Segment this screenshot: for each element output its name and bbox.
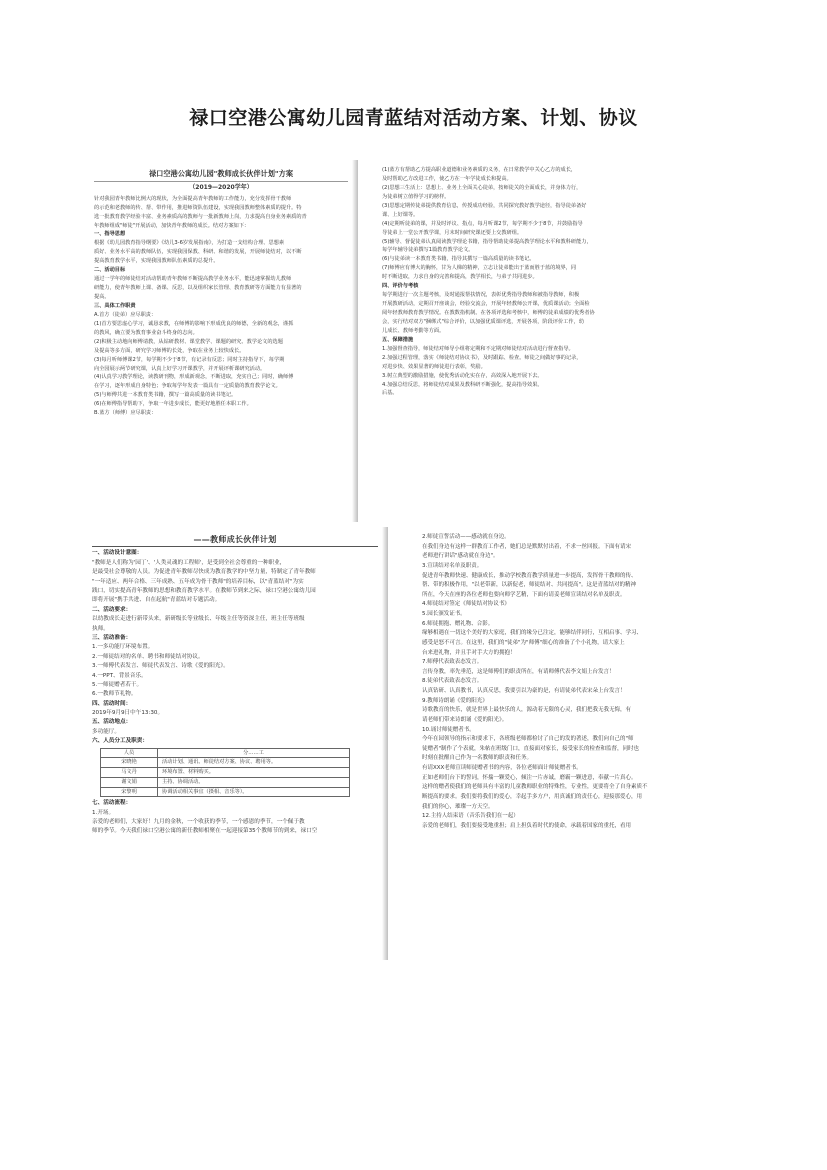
- text-line: 四、活动时间：: [92, 700, 132, 707]
- text-line: (5)辅导、督促徒弟认真阅读教学理论书籍，指导帮助徒弟提高教学理论水平和教科研能力，: [382, 238, 592, 245]
- text-line: 在学习，逐年形成自身特色；争取每学年发表一篇具有一定质量的教育教学论文。: [94, 383, 281, 390]
- text-line: 时不断进取，力求自身的完善和提高，教学相长，与弟子共同进步。: [382, 274, 538, 281]
- text-line: 儿成长、教师考勤等方面。: [382, 327, 445, 334]
- text-line: 所在，今天在座的各位老师也要向师学艺精，下面有请姜老师宣读结对名单及职责。: [422, 591, 626, 598]
- text-line: 在我们身边有这样一群教育工作者，她们总是默默付出着，不求一丝回报。下面有请宋: [422, 543, 632, 550]
- table-row: [101, 768, 350, 778]
- text-line: 请老师们带来诗朗诵《爱的阳光》。: [422, 716, 508, 723]
- text-line: 五、活动地点：: [92, 719, 132, 726]
- text-line: 3.宣读结对名单及职责。: [422, 562, 483, 569]
- text-line: (6)与徒弟读一本教育类书籍，指导其撰写一篇高质量的读书笔记。: [382, 256, 535, 263]
- text-line: 通过一学年的师徒结对活动帮助青年教师不断提高教学业务水平，能迅速掌握幼儿教师: [94, 276, 292, 283]
- text-line: 徒赠者"制作了个表就，朱帖在班级门口，直接面对家长，接受家长的检查和监督，同时也: [422, 745, 640, 752]
- text-line: 阅年轻教师教育教学情况。在教数指机制。在各项评选和考核中，师傅的徒弟成绩的优秀者协: [382, 310, 595, 316]
- text-line: (4)认真学习教学理论，读教研刊物，形成新观念，不断进取，充实自己；同时，确师傅: [94, 374, 294, 381]
- text-line: 缘够相遇在一切这个美好的大家庭，我们的缘分已注定，能够结伴同行，互相启事、学习、: [422, 630, 643, 637]
- text-line: 这样的赠者使我们的老师具有丰富的儿童教师职业的特殊性，专业性，更要将全了自身素质不: [422, 784, 648, 791]
- text-line: 每学期进行一次主题考核，及时通报帮扶情况，表彰优秀指导教师和被指导教师，积极: [382, 292, 580, 299]
- text-line: 时刻在批醒自己作为一名教师的职责和任务。: [422, 755, 533, 762]
- document-body-continued: [92, 799, 378, 837]
- text-line: 课、上好课等。: [382, 211, 419, 218]
- text-line: 4.一PPT、背景音乐。: [92, 672, 147, 679]
- text-line: 提高教育教学水平，实现我园教师队伍素质的总提升。: [94, 258, 219, 265]
- text-line: 及时帮助乙方改进工作，使乙方在一年学徒成长和提高。: [382, 175, 512, 182]
- text-line: 亲爱的老师们，我们要接受地重担；肩上担负着时代的使命，承载着国家的重托，看用: [422, 822, 632, 829]
- text-line: 三、具体工作职责: [94, 302, 136, 309]
- text-line: 亲爱的老师们，大家好！九月的金秋，一个收获的季节，一个感恩的季节，一个佩于教: [92, 819, 305, 826]
- text-line: 是最受社会尊敬的人员。为促进青年教师尽快成为教育教学的中坚力量，特制定了青年教师: [92, 569, 316, 576]
- table-header-row: [101, 748, 350, 758]
- text-line: 有请XXX老师宣读师徒赠者书的内容，各位老师面计师徒赠者书。: [422, 765, 582, 771]
- text-line: "一年适应、两年合格、三年成熟、五年成为骨干教师"的培养目标，以"青蓝结对"为实: [92, 578, 304, 585]
- text-line: 8.徒弟代表致表态发言。: [422, 678, 483, 685]
- document-year: （2019—2020学年）: [189, 184, 253, 192]
- text-line: 为徒弟树立值得学习的榜样。: [382, 193, 450, 200]
- text-line: 一、指导思想: [94, 231, 126, 238]
- text-line: (6)在师傅指导帮助下，争取一年进步成长，能更好地胜任本职工作。: [94, 401, 252, 408]
- text-line: 我们的你心，璀璨一方天空。: [422, 803, 494, 810]
- text-line: 台来进礼物，并且手对手大方的拥抱！: [422, 649, 516, 656]
- text-line: 诗歌教育的快乐，就是世界上最快乐的人，源动着无限的心灵，我们把我无我无悔，有: [422, 707, 632, 714]
- text-line: 10.诵讨师徒赠者书。: [422, 726, 475, 733]
- table-cell: 活动计划、通讯、师徒结对方案、协议、聘用等。: [158, 758, 350, 768]
- text-line: 五、保障措施: [382, 336, 414, 343]
- document-page-3: [78, 527, 388, 960]
- text-line: 后基。: [382, 390, 398, 397]
- text-line: 会，实行结对双方"捆绑式"综合评价，以加强优质课评选，开展各项，阶段评价工作，幼: [382, 318, 584, 325]
- text-line: 四、评价与考核: [382, 283, 419, 290]
- text-line: 断提高的要求。我们要将我们的爱心，幸起手多方户，用真诚们的责任心，迎接那爱心，用: [422, 793, 643, 800]
- text-line: (3)思想定期传徒弟提供教育信息，传授成功经验，共同探究教好教学途径，指导徒弟备好: [382, 202, 587, 209]
- text-line: 言传身教，率先垂范，这是师傅们的职责所在，有请师傅代表李文娟上台发言！: [422, 668, 615, 675]
- text-line: 即将开展"携手共进、自在起航"青蓝结对专题活动。: [92, 597, 221, 604]
- table-cell: 环境布置、材料购买。: [158, 768, 350, 778]
- table-cell: 主持、协调活动。: [158, 777, 350, 787]
- table-row: [101, 787, 350, 797]
- text-line: A.首方（徒弟）应尽职责：: [94, 311, 157, 318]
- table-header: 分……工: [158, 748, 350, 758]
- text-line: 老师进行讲话"感动就在身边"。: [422, 553, 499, 560]
- document-page-4: [408, 527, 676, 960]
- page-title: 禄口空港公寓幼儿园青蓝结对活动方案、计划、协议: [189, 107, 638, 129]
- text-line: 认真钻研、认真教书，认真反思，我要引以为豪的是，有请徒弟代表宋朵上台发言！: [422, 688, 626, 694]
- text-line: 12.主持人结束语（音乐告我们在一起）: [422, 813, 519, 820]
- text-line: 根据《幼儿园教育指导纲要》《幼儿3-6岁发展指南》，为打造一支结构合理、思想素: [94, 240, 285, 247]
- document-body: [92, 549, 378, 746]
- text-line: 2.师徒宣誓活动——感动就在身边。: [422, 534, 510, 540]
- text-line: 七、活动流程：: [92, 800, 132, 807]
- table-cell: 马文丹: [101, 768, 158, 778]
- text-line: 导徒弟上一堂公开教学课，月末时间研究课还要上交教研组。: [382, 229, 523, 236]
- text-line: (7)师傅应有博大的胸怀，甘为人梯的精神，立志让徒弟能出于蓝而胜于蓝的境界，同: [382, 265, 577, 272]
- text-line: 2.一师徒结对的名单、聘书和师徒结对协议。: [92, 653, 204, 660]
- text-line: 今年在园领导的指示和要求下，各班级老师都检讨了自己的发的著述，教们向自己的"师: [422, 736, 634, 743]
- table-cell: 谢文娟: [101, 777, 158, 787]
- table-row: [101, 777, 350, 787]
- text-line: 4.加强总结反思，将师徒结对成果及教科研不断强化，提高指导效果。: [382, 381, 543, 388]
- text-line: 7.师傅代表致表态发言。: [422, 659, 483, 666]
- text-line: 促进青年教师快速、健康成长，推动学校教育教学质量进一步提高，发挥骨干教师的传、: [422, 572, 637, 579]
- document-title: 禄口空港公寓幼儿园"教师成长伙伴计划"方案: [94, 168, 348, 182]
- text-line: 正如老师们台下的誓词，怀揣一颗爱心，倾注一片赤诚，磨霸一颗进意，奉献一片真心。: [422, 774, 637, 781]
- text-line: 年教师组成"师徒"开展活动，加快青年教师的成长。结对方案如下：: [94, 222, 250, 229]
- text-line: 针对我园青年教师比例大的现状，为全面提高青年教师的工作能力，充分发挥骨干教师: [94, 195, 292, 202]
- table-row: [101, 758, 350, 768]
- text-line: 每学年辅导徒弟撰写1篇教育教学论文。: [382, 247, 474, 254]
- text-line: 4.师徒结对签定《师徒结对协议书》: [422, 601, 510, 608]
- document-body: [422, 533, 666, 831]
- text-line: 2019年9月9日中午13:30。: [92, 710, 164, 717]
- text-line: 以幼教成长走进行新带头来，新研级长等业级长、年级主任等资深主任，班主任等班级: [92, 616, 305, 623]
- table-cell: 协调活动相关事宜（摄相、音乐等）。: [158, 787, 350, 797]
- text-line: 二、活动目标: [94, 267, 126, 274]
- text-line: 向全园展示两节研究课，认真上好学习开课教学，并开展评析课研究活动。: [94, 365, 266, 372]
- text-line: B.蓝方（师傅）应尽职责：: [94, 410, 157, 417]
- text-line: 开展教研活动，定期召开座谈会，经验交流会，开展年轻教师公开课，优质课活动；全面检: [382, 301, 590, 308]
- text-line: 对进步快、效果显著的师徒进行表彰，奖励。: [382, 363, 486, 370]
- text-line: 6.师徒拥抱、赠礼物、合影。: [422, 620, 494, 627]
- staff-table: [100, 748, 350, 798]
- text-line: 选一批教育教学经验丰富、业务素质高的教师与一批新教师上岗，力求提高自身业务素质的青: [94, 213, 307, 220]
- page-edge-shadow: [352, 160, 358, 522]
- text-line: 多功能厅。: [92, 728, 120, 735]
- document-page-1: [78, 160, 358, 522]
- text-line: 践口，切实提高青年教师的思想和教育教学水平。在教师节到来之际，禄口空港公寓幼儿园: [92, 588, 316, 594]
- text-line: 执师。: [92, 625, 109, 632]
- text-line: (2)思想三生活上：思想上、业务上全面关心徒弟，按师徒关的全面成长，并身体力行，: [382, 184, 582, 191]
- text-line: (4)定期听徒弟的课，并及时评议、指点，每月听课2节，每学期不少于8节，并鼓励指导: [382, 220, 583, 227]
- document-body: [94, 195, 348, 418]
- text-line: 师的季节。今天我们禄口空港公寓的新任教师相聚在一起迎接第35个教师节的到来，禄口空: [92, 828, 318, 835]
- text-line: 帮、带的积极作用，"以老带新，以新促老，师徒结对、共同提高"。这是青蓝结对的精神: [422, 582, 637, 589]
- text-line: 1.一多功能厅环境布置。: [92, 644, 154, 651]
- text-line: 3.一师傅代表发言、师徒代表发言、诗歌《爱的阳光》。: [92, 663, 229, 670]
- text-line: 提高。: [94, 294, 110, 300]
- text-line: 5.园长颁发证书。: [422, 611, 466, 617]
- text-line: 1.加强督查指导，师徒结对师导小组将定期和不定期对师徒结对活动进行督查指导。: [382, 345, 574, 352]
- text-line: 3.树立典型的激励措施，使优秀活动化实在存，高效深入地开展下去。: [382, 372, 543, 379]
- text-line: (3)每月听师傅课2节，每学期不少于8节，有记录有反思；同时主持指导下，每学期: [94, 356, 285, 363]
- text-line: 六、人员分工及职责：: [92, 738, 148, 745]
- text-line: 三、活动准备：: [92, 634, 132, 641]
- text-line: 质好、业务水平高的教师队伍，实现我园保教、科研、和谐的发展，开展师徒结对，以不断: [94, 249, 302, 256]
- text-line: 感受是怒不可言。在这里，我们的"徒弟"为"师傅"细心的准备了个小礼物，请大家上: [422, 639, 625, 646]
- text-line: 5.一师徒赠者若干。: [92, 681, 143, 688]
- table-header: 人员: [101, 748, 158, 758]
- text-line: (1)首方要思虚心学习，诚恳求教，在师傅的影响下形成优良的师德，全新的观念，谨抓: [94, 320, 294, 327]
- text-line: (5)与师傅共进一本教育类书籍，撰写一篇高质量的读书笔记。: [94, 392, 237, 399]
- document-page-2: [368, 160, 643, 522]
- text-line: 研能力，使青年教师上课、备课、反思，以及组织家长管理、教育教研等方面能力有显著的: [94, 285, 302, 292]
- document-body: [382, 166, 633, 398]
- text-line: 6.一教师节礼物。: [92, 691, 137, 698]
- text-line: 及提高等多方面，研究学习师傅的长处，争取在业务上较快成长。: [94, 347, 245, 354]
- text-line: 2.加强过程管理，落实《师徒结对协议书》，及时跟踪、检查。师徒之间做好事的记录，: [382, 354, 582, 361]
- text-line: (1)蓝方有帮助乙方提高职业道德和业务素质的义务，在日常教学中关心乙方的成长，: [382, 167, 577, 173]
- page-edge-shadow: [382, 527, 388, 960]
- text-line: "教师是人们称为'园丁'、'人类灵魂的工程师'，是受到全社会尊重的一种职业，: [92, 559, 286, 566]
- text-line: (2)积极主动地向师傅请教，从钻研教材、课堂教学、课题的研究、教学论文的选题: [94, 338, 283, 345]
- text-line: 的示范和老教师的传、帮、带作用，推进师资队伍建设，实现我园教师整体素质的提升。特: [94, 204, 302, 211]
- document-title: ——教师成长伙伴计划: [92, 533, 378, 547]
- table-cell: 宋黎明: [101, 787, 158, 797]
- text-line: 9.教师诗朗诵《爱的阳光》: [422, 697, 488, 704]
- text-line: 1.开场。: [92, 809, 115, 816]
- text-line: 二、活动要求：: [92, 606, 132, 613]
- table-cell: 宋晓艳: [101, 758, 158, 768]
- text-line: 一、活动设计意图：: [92, 550, 143, 557]
- text-line: 的教风，确立要为教育事业奋斗终身的志向。: [94, 329, 198, 336]
